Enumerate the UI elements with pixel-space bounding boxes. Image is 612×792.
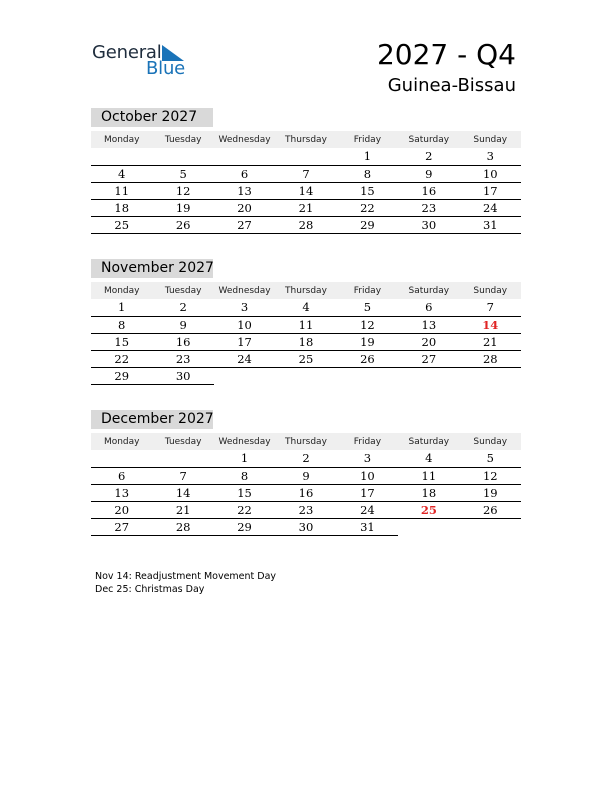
- empty-day-cell: [398, 367, 459, 384]
- day-cell: 13: [398, 316, 459, 333]
- day-cell: 27: [214, 216, 275, 233]
- day-cell: 18: [398, 484, 459, 501]
- day-cell: 8: [91, 316, 152, 333]
- day-cell: 26: [152, 216, 213, 233]
- day-cell: 26: [460, 501, 521, 518]
- day-cell: 29: [91, 367, 152, 384]
- day-cell: 12: [460, 467, 521, 484]
- weekday-label: Friday: [337, 131, 398, 148]
- day-cell: 12: [337, 316, 398, 333]
- day-cell: 14: [152, 484, 213, 501]
- day-cell: 12: [152, 182, 213, 199]
- day-cell: 22: [91, 350, 152, 367]
- day-cell: 16: [152, 333, 213, 350]
- day-cell: 14: [275, 182, 336, 199]
- day-cell: 15: [214, 484, 275, 501]
- day-cell: 9: [398, 165, 459, 182]
- logo: [92, 42, 192, 82]
- week-row: [91, 333, 521, 350]
- day-cell: 27: [91, 518, 152, 535]
- day-cell: 21: [152, 501, 213, 518]
- day-cell: 10: [460, 165, 521, 182]
- month-title: October 2027: [91, 108, 213, 127]
- day-cell: 3: [214, 299, 275, 316]
- empty-day-cell: [214, 367, 275, 384]
- empty-day-cell: [337, 367, 398, 384]
- day-cell: 18: [91, 199, 152, 216]
- month-table: [91, 131, 521, 234]
- day-cell: 22: [337, 199, 398, 216]
- week-row: [91, 367, 521, 384]
- day-cell: 21: [275, 199, 336, 216]
- day-cell: 5: [337, 299, 398, 316]
- day-cell: 9: [152, 316, 213, 333]
- weekday-label: Wednesday: [214, 282, 275, 299]
- day-cell: 26: [337, 350, 398, 367]
- day-cell: 1: [91, 299, 152, 316]
- day-cell: 20: [398, 333, 459, 350]
- empty-day-cell: [275, 367, 336, 384]
- page-title: 2027 - Q4: [376, 38, 516, 71]
- day-cell: 31: [337, 518, 398, 535]
- weekday-label: Tuesday: [152, 433, 213, 450]
- day-cell: 24: [337, 501, 398, 518]
- weekday-label: Sunday: [460, 131, 521, 148]
- day-cell: 28: [275, 216, 336, 233]
- day-cell: 31: [460, 216, 521, 233]
- week-row: [91, 148, 521, 165]
- day-cell: 13: [91, 484, 152, 501]
- day-cell: 6: [398, 299, 459, 316]
- day-cell: 6: [214, 165, 275, 182]
- empty-day-cell: [91, 450, 152, 467]
- month-table: [91, 433, 521, 536]
- weekday-label: Tuesday: [152, 131, 213, 148]
- month-block: [91, 108, 521, 234]
- logo-word-blue: Blue: [146, 58, 186, 79]
- day-cell: 23: [398, 199, 459, 216]
- weekday-label: Friday: [337, 282, 398, 299]
- weekday-label: Monday: [91, 282, 152, 299]
- week-row: [91, 165, 521, 182]
- day-cell: 30: [275, 518, 336, 535]
- week-row: [91, 484, 521, 501]
- day-cell: 28: [460, 350, 521, 367]
- day-cell: 16: [275, 484, 336, 501]
- week-row: [91, 350, 521, 367]
- day-cell: 11: [275, 316, 336, 333]
- weekday-label: Tuesday: [152, 282, 213, 299]
- day-cell: 7: [275, 165, 336, 182]
- empty-day-cell: [398, 518, 459, 535]
- empty-day-cell: [460, 518, 521, 535]
- day-cell: 10: [337, 467, 398, 484]
- week-row: [91, 316, 521, 333]
- month-table: [91, 282, 521, 385]
- day-cell: 1: [337, 148, 398, 165]
- empty-day-cell: [91, 148, 152, 165]
- weekday-label: Sunday: [460, 433, 521, 450]
- day-cell: 17: [337, 484, 398, 501]
- day-cell: 7: [460, 299, 521, 316]
- day-cell: 30: [398, 216, 459, 233]
- week-row: [91, 518, 521, 535]
- empty-day-cell: [214, 148, 275, 165]
- weekday-label: Monday: [91, 433, 152, 450]
- day-cell: 27: [398, 350, 459, 367]
- day-cell: 2: [398, 148, 459, 165]
- holiday-note: Dec 25: Christmas Day: [95, 584, 205, 595]
- day-cell: 23: [152, 350, 213, 367]
- day-cell: 4: [398, 450, 459, 467]
- day-cell: 20: [91, 501, 152, 518]
- day-cell: 20: [214, 199, 275, 216]
- week-row: [91, 199, 521, 216]
- day-cell: 24: [214, 350, 275, 367]
- weekday-header-row: [91, 282, 521, 299]
- holiday-note: Nov 14: Readjustment Movement Day: [95, 571, 277, 582]
- day-cell: 1: [214, 450, 275, 467]
- week-row: [91, 501, 521, 518]
- day-cell: 29: [337, 216, 398, 233]
- week-row: [91, 299, 521, 316]
- day-cell: 29: [214, 518, 275, 535]
- day-cell: 9: [275, 467, 336, 484]
- day-cell: 2: [152, 299, 213, 316]
- week-row: [91, 450, 521, 467]
- day-cell: 4: [275, 299, 336, 316]
- month-block: [91, 410, 521, 536]
- weekday-label: Thursday: [275, 433, 336, 450]
- weekday-header-row: [91, 433, 521, 450]
- day-cell: 24: [460, 199, 521, 216]
- day-cell: 3: [337, 450, 398, 467]
- day-cell: 7: [152, 467, 213, 484]
- month-block: [91, 259, 521, 385]
- weekday-label: Saturday: [398, 282, 459, 299]
- day-cell: 3: [460, 148, 521, 165]
- week-row: [91, 216, 521, 233]
- day-cell: 19: [460, 484, 521, 501]
- empty-day-cell: [275, 148, 336, 165]
- day-cell: 13: [214, 182, 275, 199]
- day-cell: 14: [460, 316, 521, 333]
- day-cell: 5: [460, 450, 521, 467]
- country-name: Guinea-Bissau: [387, 75, 516, 96]
- day-cell: 25: [275, 350, 336, 367]
- weekday-label: Sunday: [460, 282, 521, 299]
- empty-day-cell: [460, 367, 521, 384]
- week-row: [91, 467, 521, 484]
- holiday-notes: [95, 570, 276, 596]
- day-cell: 25: [398, 501, 459, 518]
- week-row: [91, 182, 521, 199]
- day-cell: 8: [337, 165, 398, 182]
- day-cell: 2: [275, 450, 336, 467]
- day-cell: 23: [275, 501, 336, 518]
- day-cell: 6: [91, 467, 152, 484]
- day-cell: 5: [152, 165, 213, 182]
- day-cell: 17: [460, 182, 521, 199]
- day-cell: 11: [398, 467, 459, 484]
- weekday-label: Monday: [91, 131, 152, 148]
- day-cell: 28: [152, 518, 213, 535]
- day-cell: 15: [91, 333, 152, 350]
- month-title: November 2027: [91, 259, 213, 278]
- day-cell: 17: [214, 333, 275, 350]
- weekday-label: Saturday: [398, 131, 459, 148]
- day-cell: 30: [152, 367, 213, 384]
- logo-word-general: General: [92, 42, 162, 63]
- day-cell: 22: [214, 501, 275, 518]
- day-cell: 18: [275, 333, 336, 350]
- day-cell: 19: [337, 333, 398, 350]
- weekday-label: Thursday: [275, 282, 336, 299]
- day-cell: 21: [460, 333, 521, 350]
- day-cell: 19: [152, 199, 213, 216]
- weekday-label: Friday: [337, 433, 398, 450]
- weekday-label: Wednesday: [214, 131, 275, 148]
- day-cell: 10: [214, 316, 275, 333]
- month-title: December 2027: [91, 410, 213, 429]
- empty-day-cell: [152, 148, 213, 165]
- day-cell: 4: [91, 165, 152, 182]
- day-cell: 25: [91, 216, 152, 233]
- weekday-label: Saturday: [398, 433, 459, 450]
- day-cell: 8: [214, 467, 275, 484]
- day-cell: 16: [398, 182, 459, 199]
- weekday-label: Thursday: [275, 131, 336, 148]
- weekday-header-row: [91, 131, 521, 148]
- day-cell: 15: [337, 182, 398, 199]
- day-cell: 11: [91, 182, 152, 199]
- empty-day-cell: [152, 450, 213, 467]
- weekday-label: Wednesday: [214, 433, 275, 450]
